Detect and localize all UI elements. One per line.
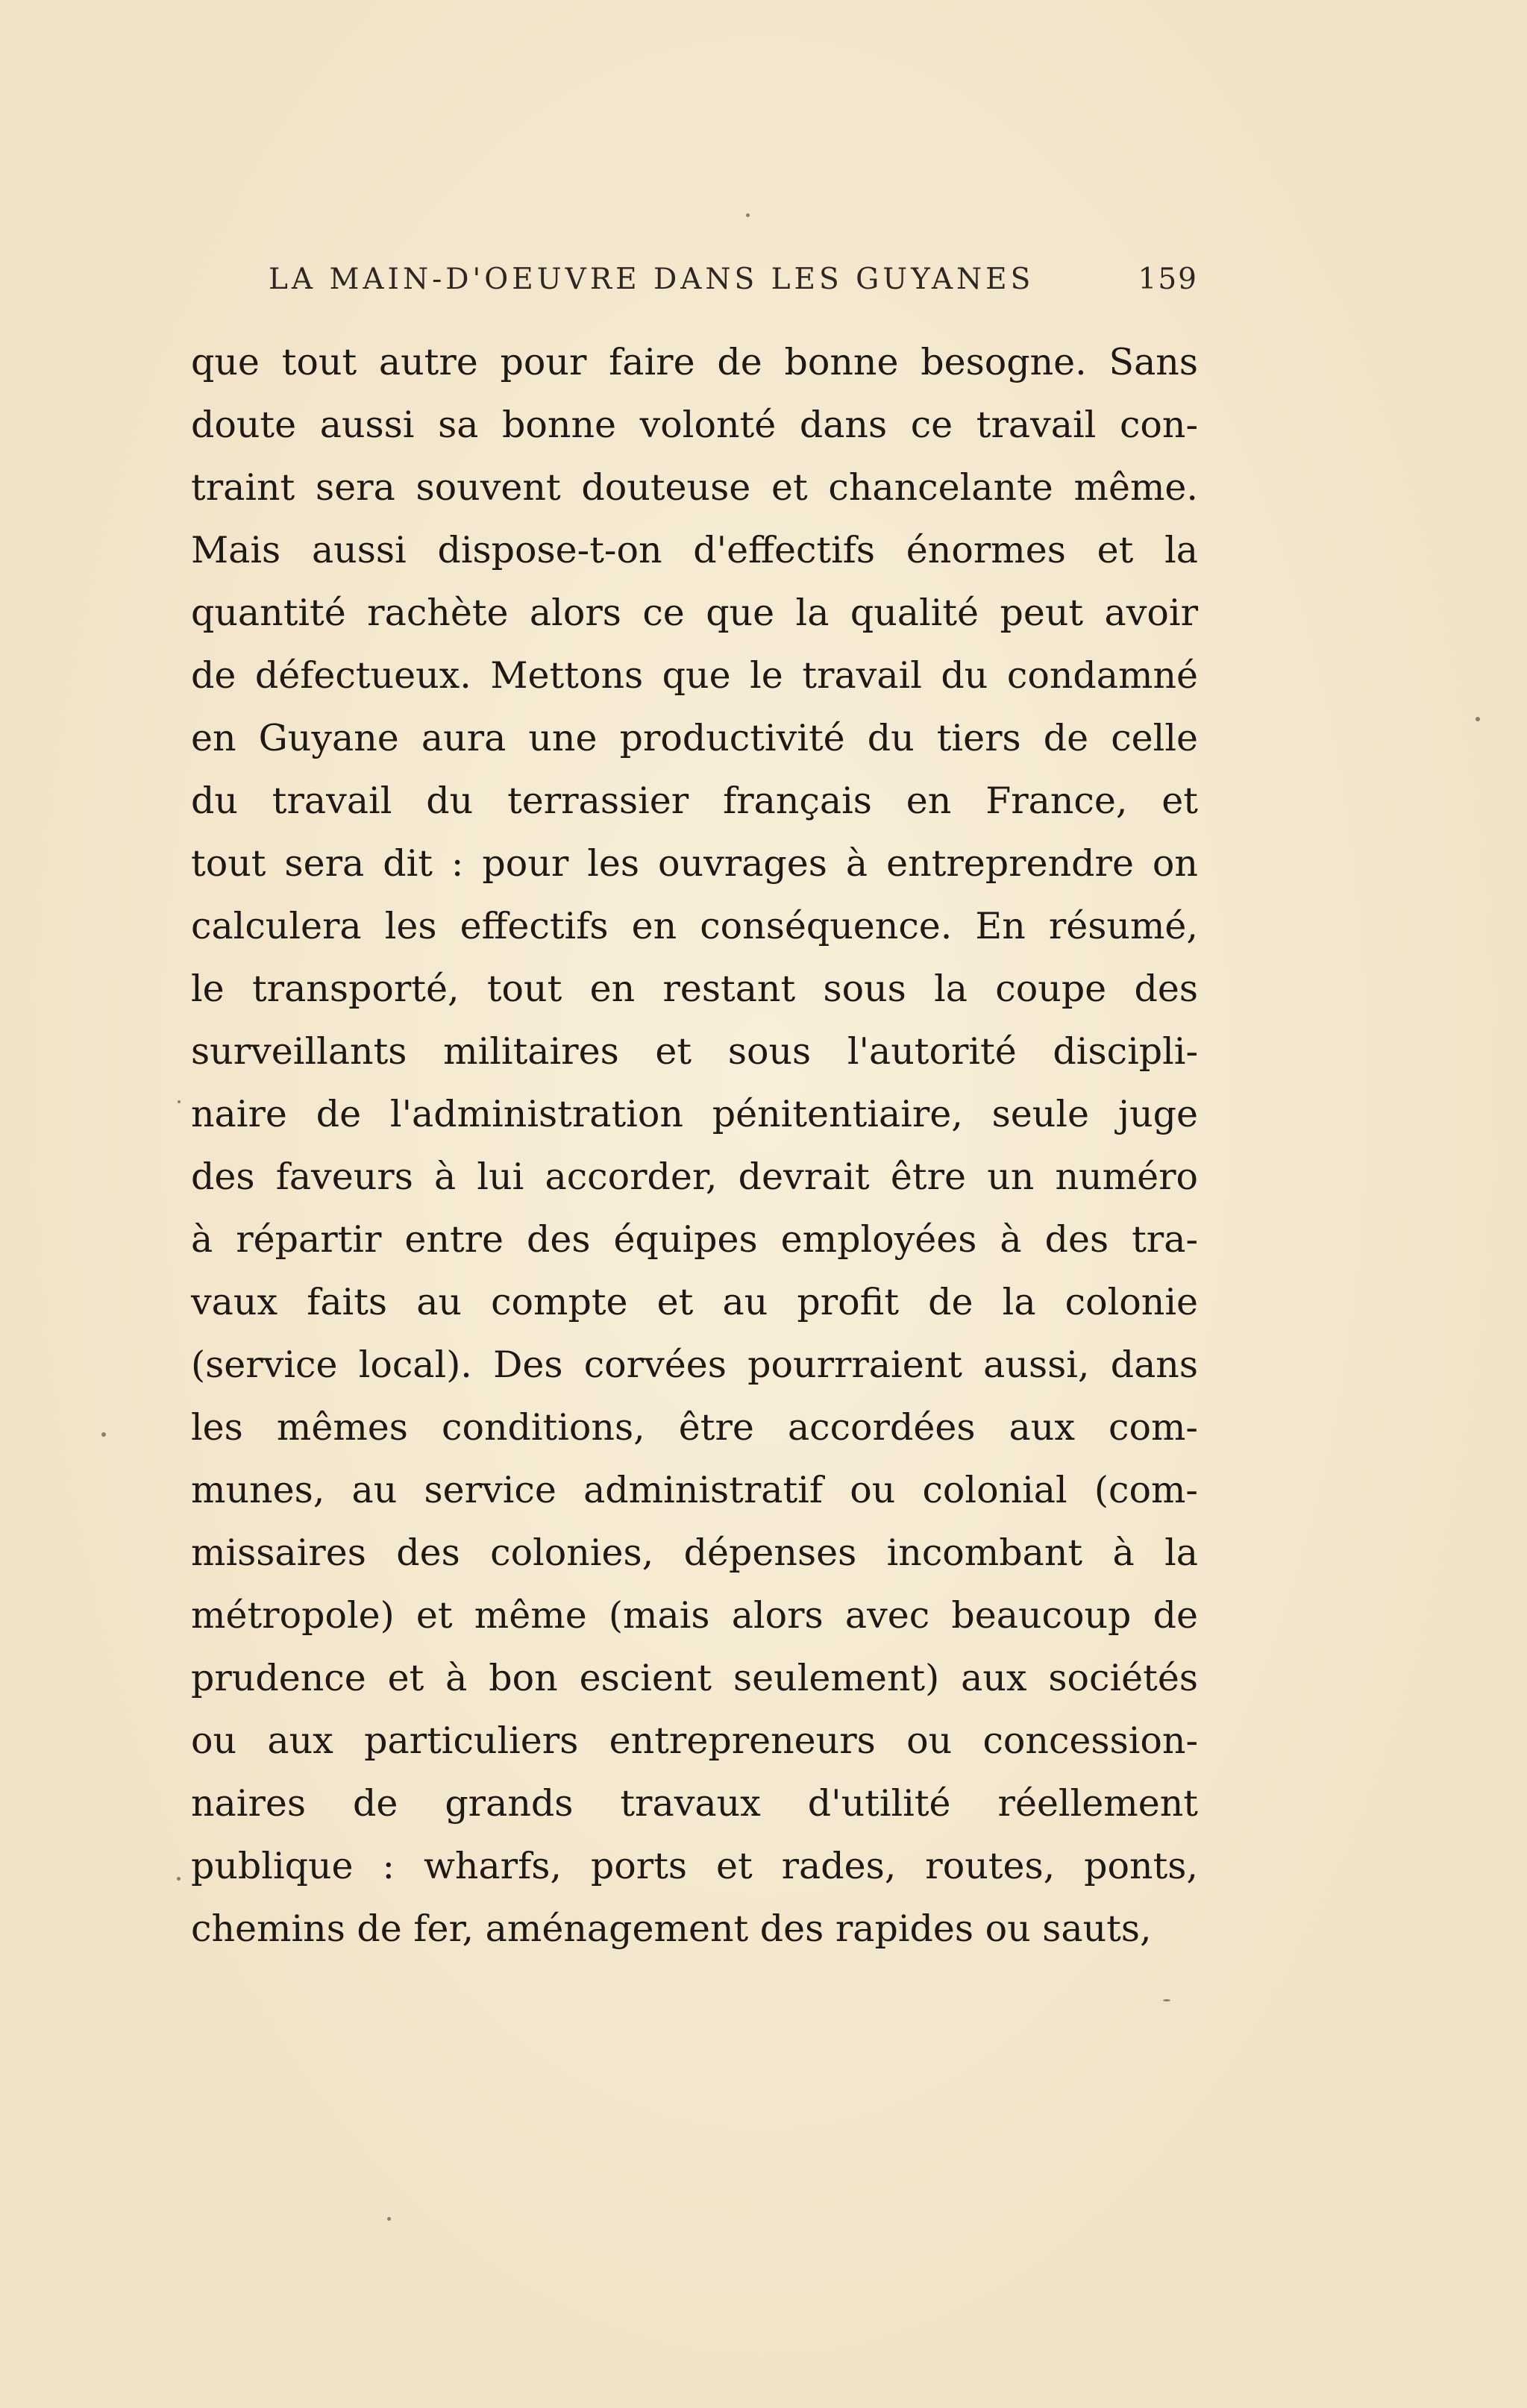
page-number: 159	[1138, 263, 1198, 296]
paper-speck	[177, 1877, 181, 1881]
text-line: tout sera dit : pour les ouvrages à entreprendre on	[191, 842, 1198, 885]
paper-speck	[1476, 717, 1480, 721]
text-line: vaux faits au compte et au profit de la colonie	[191, 1281, 1198, 1323]
running-head	[269, 263, 1198, 307]
paper-speck	[101, 1432, 106, 1437]
text-line: ou aux particuliers entrepreneurs ou concession-	[191, 1719, 1198, 1762]
text-line: du travail du terrassier français en France, et	[191, 780, 1198, 822]
text-line: que tout autre pour faire de bonne besogne. Sans	[191, 341, 1198, 383]
running-head-title: LA MAIN-D'OEUVRE DANS LES GUYANES	[269, 263, 1035, 296]
body-text	[191, 331, 1198, 1960]
text-line: naires de grands travaux d'utilité réellement	[191, 1782, 1198, 1825]
text-line: quantité rachète alors ce que la qualité peut avoir	[191, 592, 1198, 634]
text-line: surveillants militaires et sous l'autorité discipli-	[191, 1030, 1198, 1073]
paper-speck	[746, 213, 750, 217]
text-line: des faveurs à lui accorder, devrait être un numéro	[191, 1156, 1198, 1198]
text-line: traint sera souvent douteuse et chancelante même.	[191, 466, 1198, 509]
text-line: munes, au service administratif ou colonial (com-	[191, 1469, 1198, 1511]
text-line: calculera les effectifs en conséquence. En résumé,	[191, 905, 1198, 947]
paper-speck	[178, 1100, 181, 1103]
paper-speck	[387, 2217, 391, 2221]
text-line: naire de l'administration pénitentiaire, seule juge	[191, 1093, 1198, 1135]
text-line: en Guyane aura une productivité du tiers de celle	[191, 717, 1198, 759]
text-line: les mêmes conditions, être accordées aux com-	[191, 1406, 1198, 1449]
paper-speck	[1163, 1999, 1170, 2001]
text-line: publique : wharfs, ports et rades, routes, ponts,	[191, 1845, 1198, 1887]
text-line: Mais aussi dispose-t-on d'effectifs énormes et la	[191, 529, 1198, 571]
text-line: doute aussi sa bonne volonté dans ce travail con-	[191, 404, 1198, 446]
text-line: prudence et à bon escient seulement) aux sociétés	[191, 1657, 1198, 1699]
text-line: chemins de fer, aménagement des rapides ou sauts,	[191, 1907, 1152, 1950]
text-line: métropole) et même (mais alors avec beaucoup de	[191, 1594, 1198, 1637]
text-line: de défectueux. Mettons que le travail du condamné	[191, 654, 1198, 697]
text-line: (service local). Des corvées pourrraient aussi, dans	[191, 1343, 1198, 1386]
text-line: missaires des colonies, dépenses incombant à la	[191, 1531, 1198, 1574]
text-line: à répartir entre des équipes employées à des tra-	[191, 1218, 1198, 1261]
text-line: le transporté, tout en restant sous la coupe des	[191, 968, 1198, 1010]
